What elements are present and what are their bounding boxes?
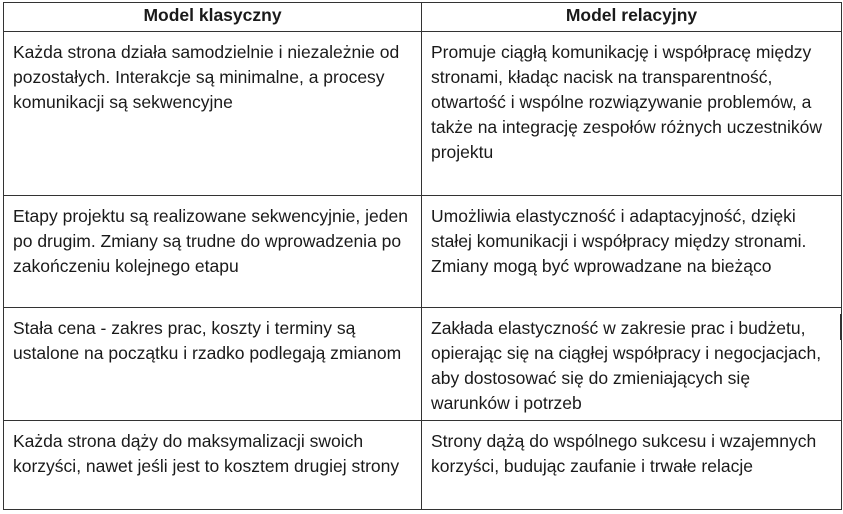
table-row	[4, 421, 842, 510]
table-cell-classic: Stała cena - zakres prac, koszty i terminy są ustalone na początku i rzadko podlegają zmianom	[4, 308, 422, 421]
header-model-relacyjny: Model relacyjny	[422, 3, 842, 32]
table-cell-relational: Zakłada elastyczność w zakresie prac i budżetu, opierając się na ciągłej współpracy i negocjacjach, aby dostosować się do zmieniających się warunków i potrzeb	[422, 308, 842, 421]
comparison-table	[3, 2, 842, 510]
table-cell-relational: Strony dążą do wspólnego sukcesu i wzajemnych korzyści, budując zaufanie i trwałe relacje	[422, 421, 842, 510]
table-cell-classic: Etapy projektu są realizowane sekwencyjnie, jeden po drugim. Zmiany są trudne do wprowadzenia po zakończeniu kolejnego etapu	[4, 196, 422, 308]
header-model-klasyczny: Model klasyczny	[4, 3, 422, 32]
text-cursor-mark	[840, 314, 841, 340]
table-cell-relational: Promuje ciągłą komunikację i współpracę między stronami, kładąc nacisk na transparentność, otwartość i wspólne rozwiązywanie problemów, a także na integrację zespołów różnych uczestników projektu	[422, 32, 842, 196]
table-cell-classic: Każda strona działa samodzielnie i niezależnie od pozostałych. Interakcje są minimalne, a procesy komunikacji są sekwencyjne	[4, 32, 422, 196]
table-cell-classic: Każda strona dąży do maksymalizacji swoich korzyści, nawet jeśli jest to kosztem drugiej strony	[4, 421, 422, 510]
table-header-row	[4, 3, 842, 32]
table-cell-relational: Umożliwia elastyczność i adaptacyjność, dzięki stałej komunikacji i współpracy między stronami. Zmiany mogą być wprowadzane na bieżąco	[422, 196, 842, 308]
table-row	[4, 32, 842, 196]
table-row	[4, 308, 842, 421]
table-row	[4, 196, 842, 308]
